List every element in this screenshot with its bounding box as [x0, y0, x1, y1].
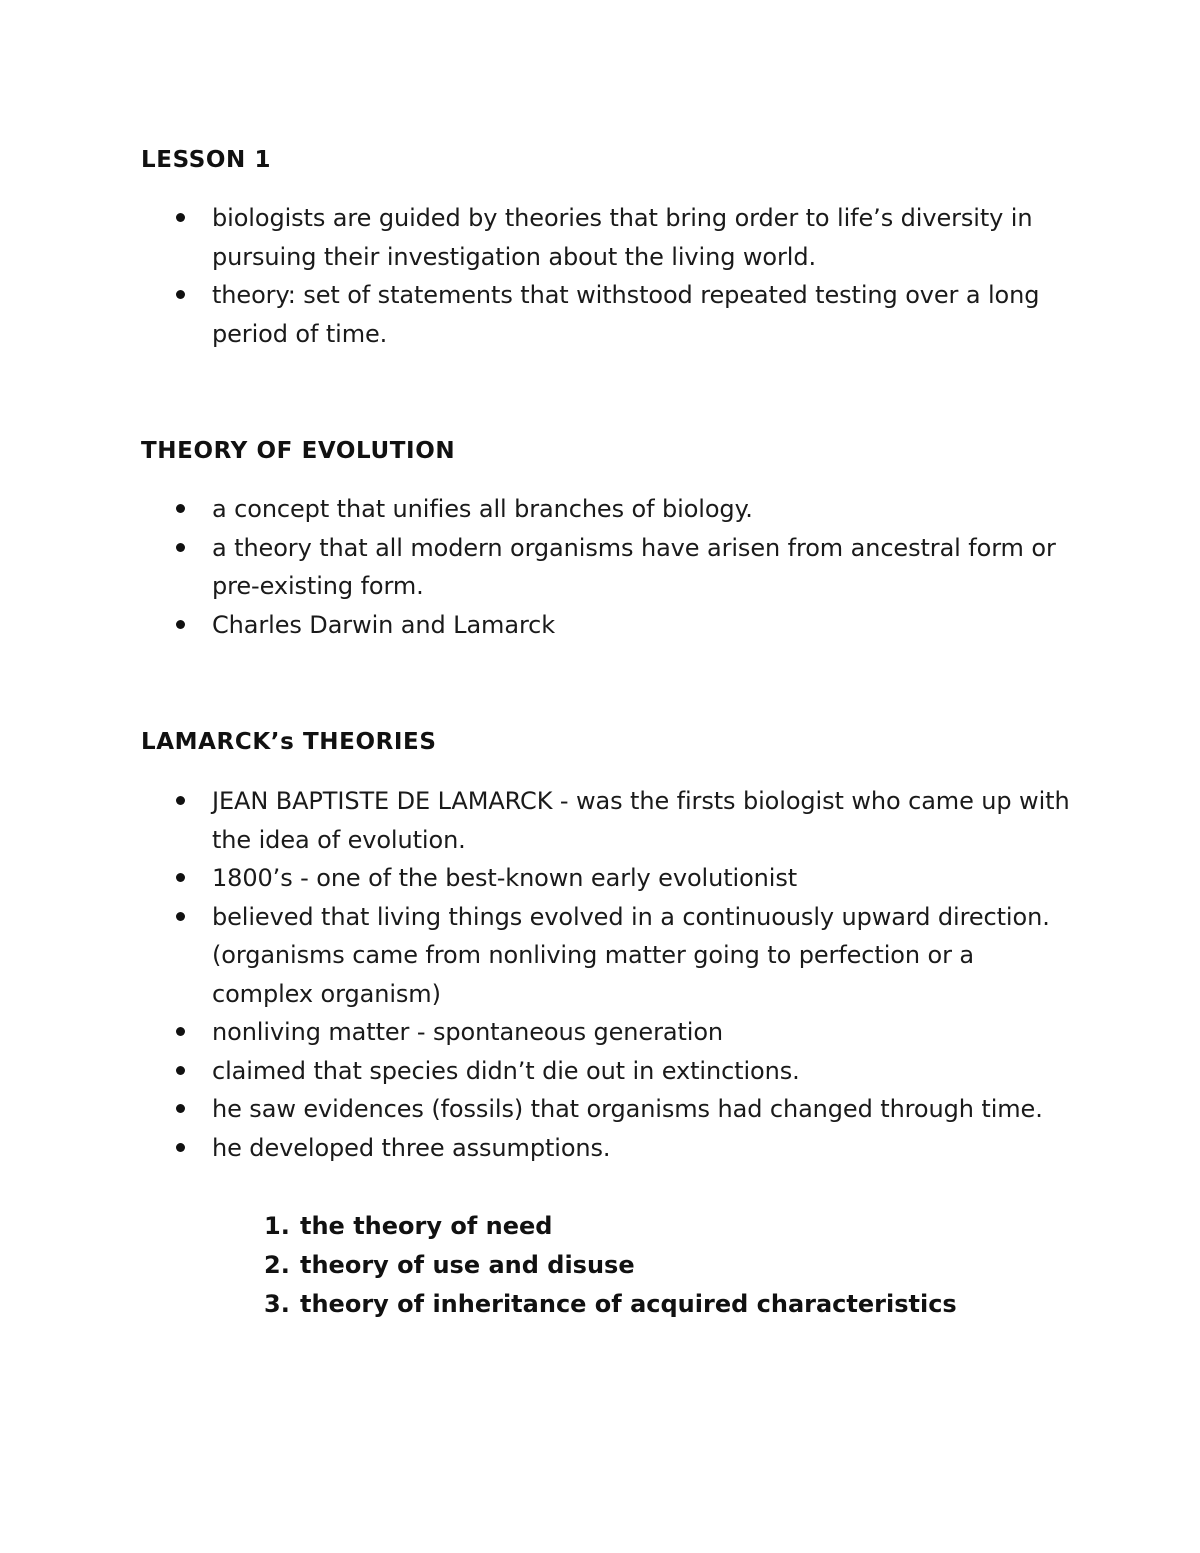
list-item: [0, 859, 1072, 898]
bullet-icon: [176, 873, 185, 882]
bullet-icon: [176, 1066, 185, 1075]
list-item: [0, 1090, 1072, 1129]
bullet-icon: [176, 504, 185, 513]
bullet-icon: [176, 213, 185, 222]
list-number: 3.: [264, 1290, 290, 1318]
numbered-list-item-text: theory of inheritance of acquired characteristics: [300, 1290, 957, 1318]
list-item-text: he saw evidences (fossils) that organisms had changed through time.: [212, 1095, 1043, 1123]
bullet-icon: [176, 620, 185, 629]
bullet-icon: [176, 912, 185, 921]
list-item: [0, 606, 1072, 645]
bullet-icon: [176, 796, 185, 805]
bullet-icon: [176, 543, 185, 552]
list-item-text: he developed three assumptions.: [212, 1133, 611, 1162]
list-item-text: 1800’s - one of the best-known early evolutionist: [212, 864, 798, 892]
numbered-list-item: [0, 1207, 1200, 1246]
numbered-list-assumptions: [0, 1207, 1200, 1324]
list-item: [0, 199, 1072, 276]
bullet-list-lamarcks-theories: [0, 782, 1200, 1167]
bullet-icon: [176, 1027, 185, 1036]
list-item: [0, 1052, 1072, 1091]
list-item-text: nonliving matter - spontaneous generation: [212, 1018, 724, 1046]
list-number: 1.: [264, 1212, 290, 1240]
list-item-text: a theory that all modern organisms have arisen from ancestral form or pre-existing form.: [212, 533, 1056, 600]
bullet-icon: [176, 1104, 185, 1113]
section-heading-theory-of-evolution: THEORY OF EVOLUTION: [141, 438, 456, 464]
section-heading-lesson-1: LESSON 1: [141, 147, 272, 173]
numbered-list-item: [0, 1285, 1200, 1324]
list-item: [0, 898, 1072, 1014]
list-number: 2.: [264, 1251, 290, 1279]
section-heading-lamarcks-theories: LAMARCK’s THEORIES: [141, 729, 437, 755]
list-item-text: biologists are guided by theories that bring order to life’s diversity in pursuing their investigation about the living world.: [212, 204, 1033, 271]
numbered-list-item-text: theory of use and disuse: [300, 1251, 635, 1279]
numbered-list-item-text: the theory of need: [300, 1212, 553, 1240]
bullet-icon: [176, 1143, 185, 1152]
list-item-text: theory: set of statements that withstood repeated testing over a long period of time.: [212, 281, 1040, 348]
numbered-list-item: [0, 1246, 1200, 1285]
list-item: [0, 529, 1072, 606]
list-item: [0, 276, 1072, 353]
bullet-icon: [176, 290, 185, 299]
list-item: [0, 1129, 1072, 1168]
list-item: [0, 782, 1072, 859]
list-item-text: Charles Darwin and Lamarck: [212, 610, 556, 639]
list-item-text: claimed that species didn’t die out in extinctions.: [212, 1056, 800, 1085]
bullet-list-theory-of-evolution: [0, 490, 1200, 644]
list-item: [0, 1013, 1072, 1052]
list-item-text: believed that living things evolved in a continuously upward direction. (organisms came from nonliving matter going to perfection or a complex organism): [212, 902, 1050, 1008]
bullet-list-lesson-1: [0, 199, 1200, 353]
list-item-text: a concept that unifies all branches of biology.: [212, 495, 753, 523]
list-item-text: JEAN BAPTISTE DE LAMARCK - was the firsts biologist who came up with the idea of evolution.: [212, 787, 1070, 854]
list-item: [0, 490, 1072, 529]
